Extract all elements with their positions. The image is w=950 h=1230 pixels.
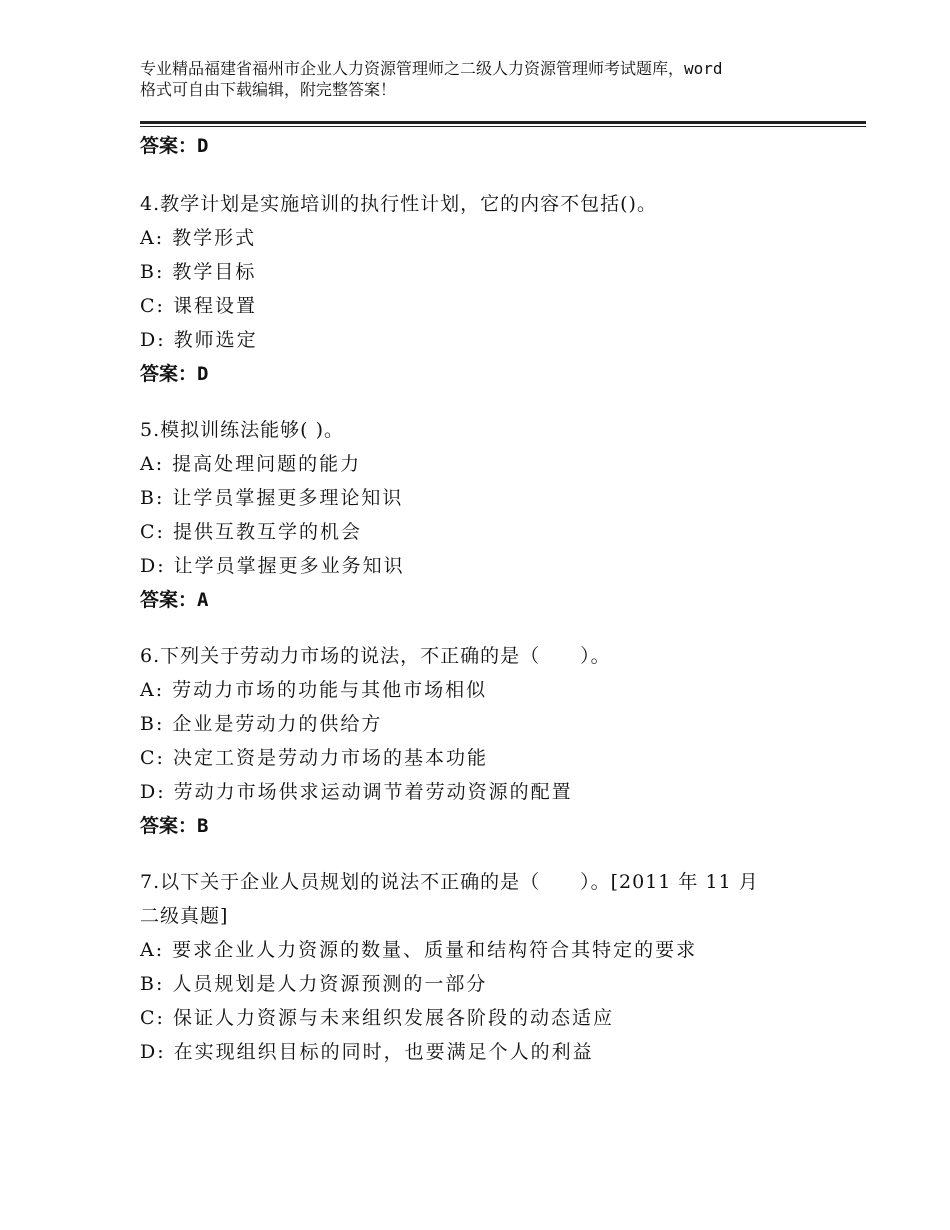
option-a: A: 提高处理问题的能力 xyxy=(140,453,362,475)
option-a: A: 要求企业人力资源的数量、质量和结构符合其特定的要求 xyxy=(140,939,698,961)
option-b: B: 人员规划是人力资源预测的一部分 xyxy=(140,973,488,995)
option-b: B: 企业是劳动力的供给方 xyxy=(140,713,383,735)
option-b: B: 教学目标 xyxy=(140,261,257,283)
option-c: C: 决定工资是劳动力市场的基本功能 xyxy=(140,747,488,769)
question-stem-line-2: 二级真题] xyxy=(140,905,229,927)
header-line-2: 格式可自由下载编辑，附完整答案！ xyxy=(140,80,397,99)
answer-label: 答案：A xyxy=(140,589,209,611)
question-stem-line-1: 7.以下关于企业人员规划的说法不正确的是（ ）。[2011 年 11 月 xyxy=(140,871,759,893)
header-divider-thick xyxy=(140,121,866,124)
question-6 xyxy=(140,639,866,843)
option-d: D: 教师选定 xyxy=(140,329,258,351)
option-b: B: 让学员掌握更多理论知识 xyxy=(140,487,404,509)
question-7 xyxy=(140,865,866,1069)
document-header xyxy=(140,58,840,100)
question-5 xyxy=(140,413,866,617)
option-c: C: 提供互教互学的机会 xyxy=(140,521,362,543)
header-line-1: 专业精品福建省福州市企业人力资源管理师之二级人力资源管理师考试题库，word xyxy=(140,59,723,78)
option-d: D: 在实现组织目标的同时，也要满足个人的利益 xyxy=(140,1041,594,1063)
question-4 xyxy=(140,187,866,391)
question-list xyxy=(140,126,866,1069)
answer-label: 答案：B xyxy=(140,815,209,837)
question-stem: 4.教学计划是实施培训的执行性计划，它的内容不包括()。 xyxy=(140,193,657,215)
option-c: C: 课程设置 xyxy=(140,295,257,317)
previous-answer: 答案：D xyxy=(140,135,209,157)
option-c: C: 保证人力资源与未来组织发展各阶段的动态适应 xyxy=(140,1007,614,1029)
option-a: A: 教学形式 xyxy=(140,227,257,249)
option-a: A: 劳动力市场的功能与其他市场相似 xyxy=(140,679,488,701)
answer-label: 答案：D xyxy=(140,363,209,385)
option-d: D: 让学员掌握更多业务知识 xyxy=(140,555,405,577)
question-stem: 5.模拟训练法能够( )。 xyxy=(140,419,344,441)
option-d: D: 劳动力市场供求运动调节着劳动资源的配置 xyxy=(140,781,573,803)
question-stem: 6.下列关于劳动力市场的说法，不正确的是（ ）。 xyxy=(140,645,611,667)
